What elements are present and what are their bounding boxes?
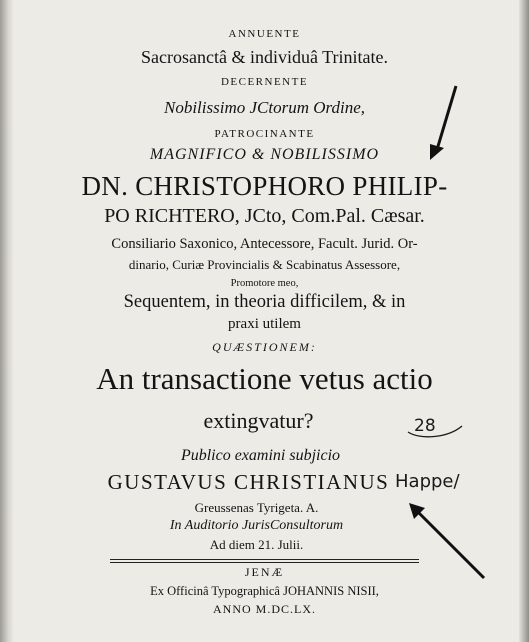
line-publico: Publico examini subjicio [180, 447, 341, 464]
line-extingvatur: extingvatur? [203, 408, 314, 433]
line-sequentem: Sequentem, in theoria difficilem, & in [123, 292, 406, 312]
line-author: GUSTAVUS CHRISTIANUS [107, 470, 390, 494]
line-auditorio: In Auditorio JurisConsultorum [169, 518, 344, 533]
line-magnifico: MAGNIFICO & NOBILISSIMO [149, 146, 380, 163]
line-greussenas: Greussenas Tyrigeta. A. [194, 500, 319, 515]
line-question-title: An transactione vetus actio [96, 361, 433, 396]
line-dinario: dinario, Curiæ Provincialis & Scabinatus Assessore, [128, 257, 401, 272]
line-richtero: PO RICHTERO, JCto, Com.Pal. Cæsar. [104, 205, 425, 227]
line-jenae: JENÆ [244, 565, 285, 579]
handwritten-number: 28 [414, 416, 436, 436]
arrow-mark-bottom [409, 503, 484, 578]
line-decernente: DECERNENTE [220, 76, 309, 88]
line-annuente: ANNUENTE [228, 28, 301, 40]
line-praxi: praxi utilem [228, 316, 301, 332]
line-promotore: Promotore meo, [230, 278, 299, 289]
line-patrocinante: PATROCINANTE [214, 128, 315, 140]
line-ordine: Nobilissimo JCtorum Ordine, [163, 98, 366, 117]
line-christophoro: DN. CHRISTOPHORO PHILIP- [81, 171, 448, 201]
line-trinitate: Sacrosanctâ & individuâ Trinitate. [141, 47, 388, 67]
line-officina: Ex Officinâ Typographicâ JOHANNIS NISII, [150, 584, 379, 598]
arrow-mark-top [430, 86, 456, 160]
line-diem: Ad diem 21. Julii. [209, 537, 304, 552]
line-quaestionem: QUÆSTIONEM: [212, 340, 317, 354]
number-underline-mark [408, 426, 462, 437]
line-anno: ANNO M.DC.LX. [213, 602, 316, 616]
line-consiliario: Consiliario Saxonico, Antecessore, Facult. Jurid. Or- [111, 236, 418, 252]
handwritten-surname: Happe/ [395, 471, 460, 492]
